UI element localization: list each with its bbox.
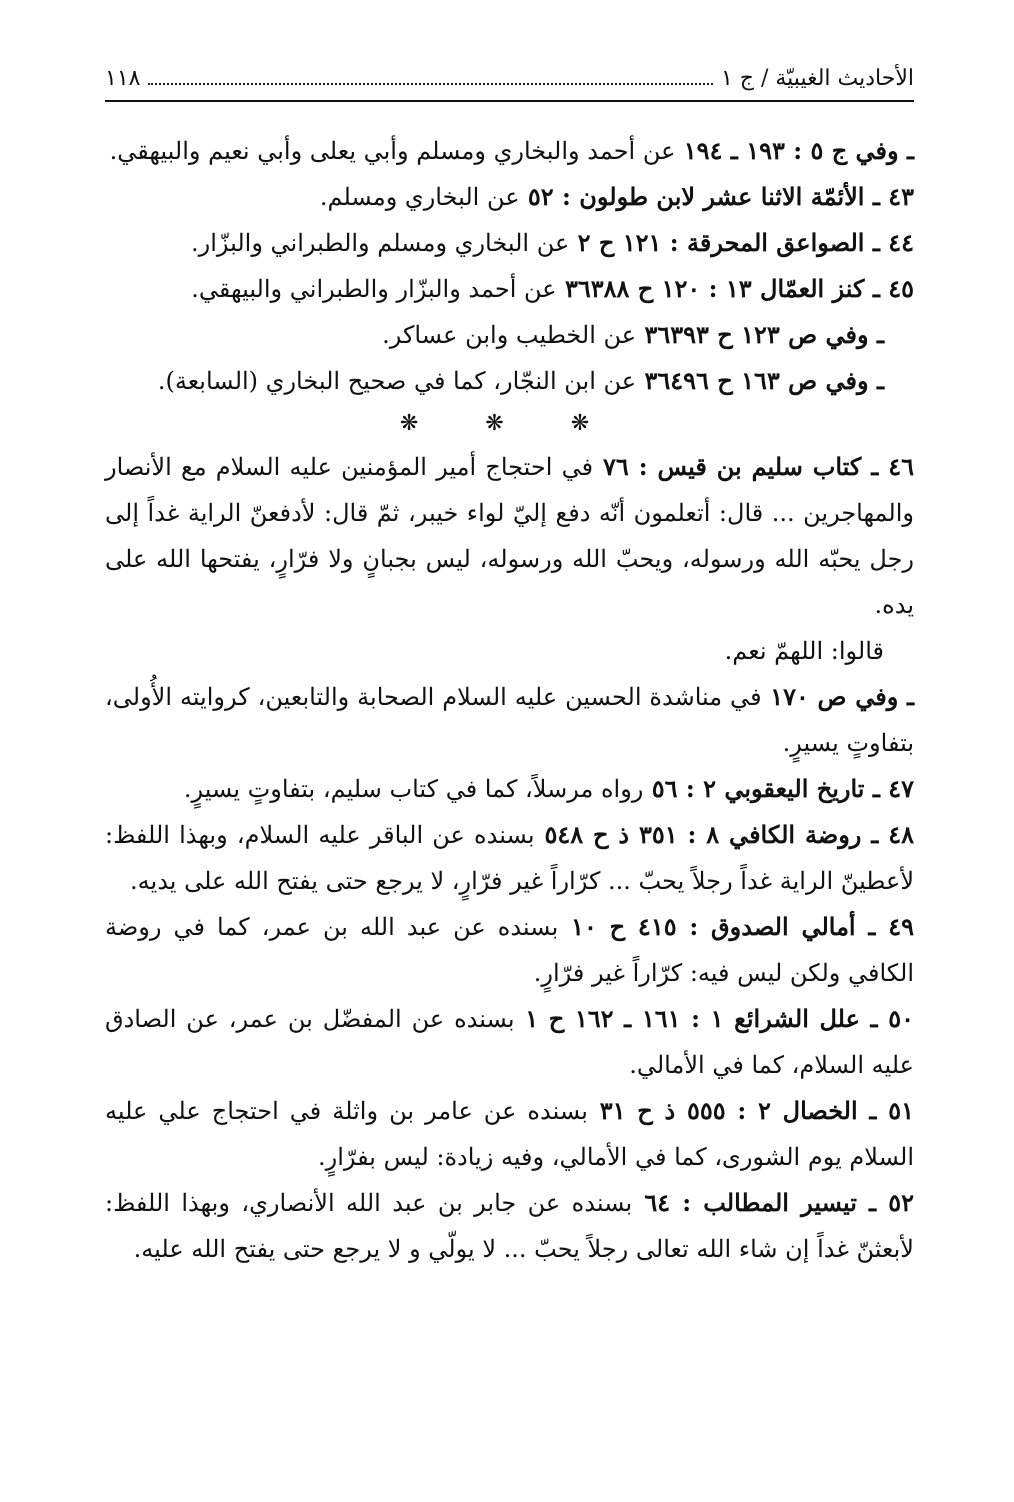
- references-group-2: [105, 444, 914, 1272]
- reference-entry: [105, 174, 914, 220]
- reference-citation: ٤٤ ـ الصواعق المحرقة : ١٢١ ح ٢: [569, 228, 914, 257]
- reference-text: بسنده عن الباقر عليه السلام، وبهذا اللفظ: لأعطينّ الراية غداً رجلاً يحبّ ... كرّاراً غير فرّارٍ، لا يرجع حتى يفتح الله على يديه.: [105, 821, 914, 895]
- section-separator: ❋ ❋ ❋: [399, 411, 620, 436]
- reference-citation: ٤٩ ـ أمالي الصدوق : ٤١٥ ح ١٠: [558, 912, 914, 941]
- reference-text: بسنده عن المفضّل بن عمر، عن الصادق عليه السلام، كما في الأمالي.: [105, 1005, 914, 1079]
- header-rule: [105, 100, 914, 102]
- page-body: [105, 128, 914, 1272]
- reference-text: في مناشدة الحسين عليه السلام الصحابة والتابعين، كروايته الأُولى، بتفاوتٍ يسيرٍ.: [105, 683, 914, 757]
- reference-citation: ٥٢ ـ تيسير المطالب : ٦٤: [632, 1188, 914, 1217]
- reference-text: عن البخاري ومسلم.: [319, 183, 520, 211]
- reference-entry: [105, 128, 914, 174]
- reference-entry: [105, 1180, 914, 1272]
- reference-citation: ٥١ ـ الخصال ٢ : ٥٥٥ ذ ح ٣١: [587, 1096, 914, 1125]
- reference-text: بسنده عن جابر بن عبد الله الأنصاري، وبهذا اللفظ: لأبعثنّ غداً إن شاء الله تعالى رجلاً يحبّ ... لا يولّي و لا يرجع حتى يفتح الله عليه.: [105, 1189, 914, 1263]
- reference-entry: [105, 266, 914, 312]
- reference-entry: [105, 766, 914, 812]
- reference-text: عن الخطيب وابن عساكر.: [382, 321, 637, 349]
- reference-citation: ـ وفي ص ١٧٠: [761, 682, 915, 711]
- reference-text: قالوا: اللهمّ نعم.: [724, 637, 884, 665]
- reference-entry: [105, 904, 914, 996]
- reference-text: بسنده عن عبد الله بن عمر، كما في روضة الكافي ولكن ليس فيه: كرّاراً غير فرّارٍ.: [105, 913, 914, 987]
- reference-citation: ٤٣ ـ الأئمّة الاثنا عشر لابن طولون : ٥٢: [519, 182, 914, 211]
- reference-citation: ٤٧ ـ تاريخ اليعقوبي ٢ : ٥٦: [643, 774, 914, 803]
- reference-citation: ٤٥ ـ كنز العمّال ١٣ : ١٢٠ ح ٣٦٣٨٨: [556, 274, 914, 303]
- reference-entry: [105, 628, 914, 674]
- reference-text: في احتجاج أمير المؤمنين عليه السلام مع الأنصار والمهاجرين ... قال: أتعلمون أنّه دفع إليّ لواء خيبر، ثمّ قال: لأدفعنّ الراية غداً إلى رجل يحبّه الله ورسوله، ويحبّ الله ورسوله، ليس بجبانٍ ولا فرّارٍ، يفتحها الله على يده.: [105, 453, 914, 619]
- reference-citation: ٤٦ ـ كتاب سليم بن قيس : ٧٦: [593, 452, 914, 481]
- reference-citation: ـ وفي ص ١٦٣ ح ٣٦٤٩٦: [636, 366, 884, 395]
- reference-entry: [105, 358, 914, 404]
- reference-citation: ٤٨ ـ روضة الكافي ٨ : ٣٥١ ذ ح ٥٤٨: [534, 820, 914, 849]
- reference-entry: [105, 312, 914, 358]
- reference-text: عن أحمد والبزّار والطبراني والبيهقي.: [191, 275, 557, 303]
- book-title: الأحاديث الغيبيّة / ج ١: [720, 66, 914, 91]
- reference-text: بسنده عن عامر بن واثلة في احتجاج علي عليه السلام يوم الشورى، كما في الأمالي، وفيه زيادة: ليس بفرّارٍ.: [105, 1097, 914, 1171]
- reference-entry: [105, 1088, 914, 1180]
- references-group-1: [105, 128, 914, 404]
- reference-entry: [105, 996, 914, 1088]
- reference-text: عن أحمد والبخاري ومسلم وأبي يعلى وأبي نعيم والبيهقي.: [109, 137, 676, 165]
- reference-text: عن البخاري ومسلم والطبراني والبزّار.: [190, 229, 570, 257]
- header-leader-dots: [148, 83, 713, 85]
- reference-entry: [105, 812, 914, 904]
- reference-text: عن ابن النجّار، كما في صحيح البخاري (السابعة).: [157, 367, 637, 395]
- page-number: ١١٨: [105, 66, 141, 91]
- reference-entry: [105, 444, 914, 628]
- reference-citation: ـ وفي ج ٥ : ١٩٣ ـ ١٩٤: [675, 136, 914, 165]
- reference-entry: [105, 674, 914, 766]
- reference-citation: ـ وفي ص ١٢٣ ح ٣٦٣٩٣: [636, 320, 884, 349]
- reference-citation: ٥٠ ـ علل الشرائع ١ : ١٦١ ـ ١٦٢ ح ١: [514, 1004, 914, 1033]
- reference-text: رواه مرسلاً، كما في كتاب سليم، بتفاوتٍ يسيرٍ.: [183, 775, 644, 803]
- running-header: [105, 55, 914, 91]
- reference-entry: [105, 220, 914, 266]
